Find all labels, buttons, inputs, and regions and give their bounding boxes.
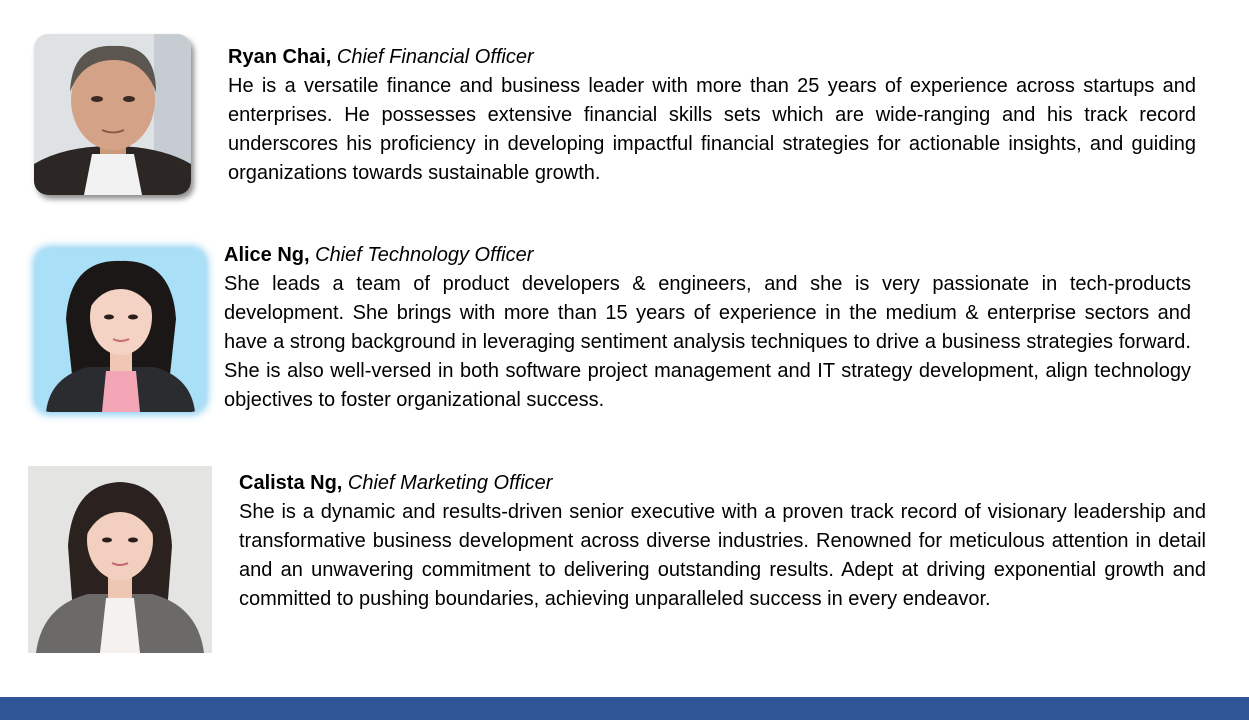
footer-bar [0, 697, 1249, 720]
avatar-photo [36, 249, 205, 412]
profile-text [224, 241, 1191, 415]
profile-heading [224, 241, 1191, 270]
profile-name: Calista Ng, [239, 472, 343, 494]
profile-bio: She is a dynamic and results-driven senior executive with a proven track record of visionary leadership and transformative business development across diverse industries. Renowned for meticulous attention in detail and an unwavering commitment to delivering outstanding results. Adept at driving exponential growth and committed to pushing boundaries, achieving unparalleled success in every endeavor. [239, 501, 1206, 610]
profile-bio: He is a versatile finance and business leader with more than 25 years of experience across startups and enterprises. He possesses extensive financial skills sets which are wide-ranging and his track record underscores his proficiency in developing impactful financial strategies for actionable insights, and guiding organizations towards sustainable growth. [228, 75, 1196, 184]
profile-bio: She leads a team of product developers & engineers, and she is very passionate in tech-products development. She brings with more than 15 years of experience in the medium & enterprise sectors and have a strong background in leveraging sentiment analysis techniques to drive a business strategies forward. She is also well-versed in both software project management and IT strategy development, align technology objectives to foster organizational success. [224, 273, 1191, 411]
avatar-photo [34, 34, 191, 195]
profile-heading [228, 43, 1196, 72]
profile-text [239, 469, 1206, 614]
avatar-photo [28, 466, 212, 653]
profile-role: Chief Marketing Officer [347, 472, 553, 494]
profile-name: Alice Ng, [224, 244, 310, 266]
profile-name: Ryan Chai, [228, 46, 332, 68]
profile-heading [239, 469, 1206, 498]
profile-role: Chief Financial Officer [336, 46, 534, 68]
profile-text [228, 43, 1196, 188]
profile-role: Chief Technology Officer [315, 244, 534, 266]
